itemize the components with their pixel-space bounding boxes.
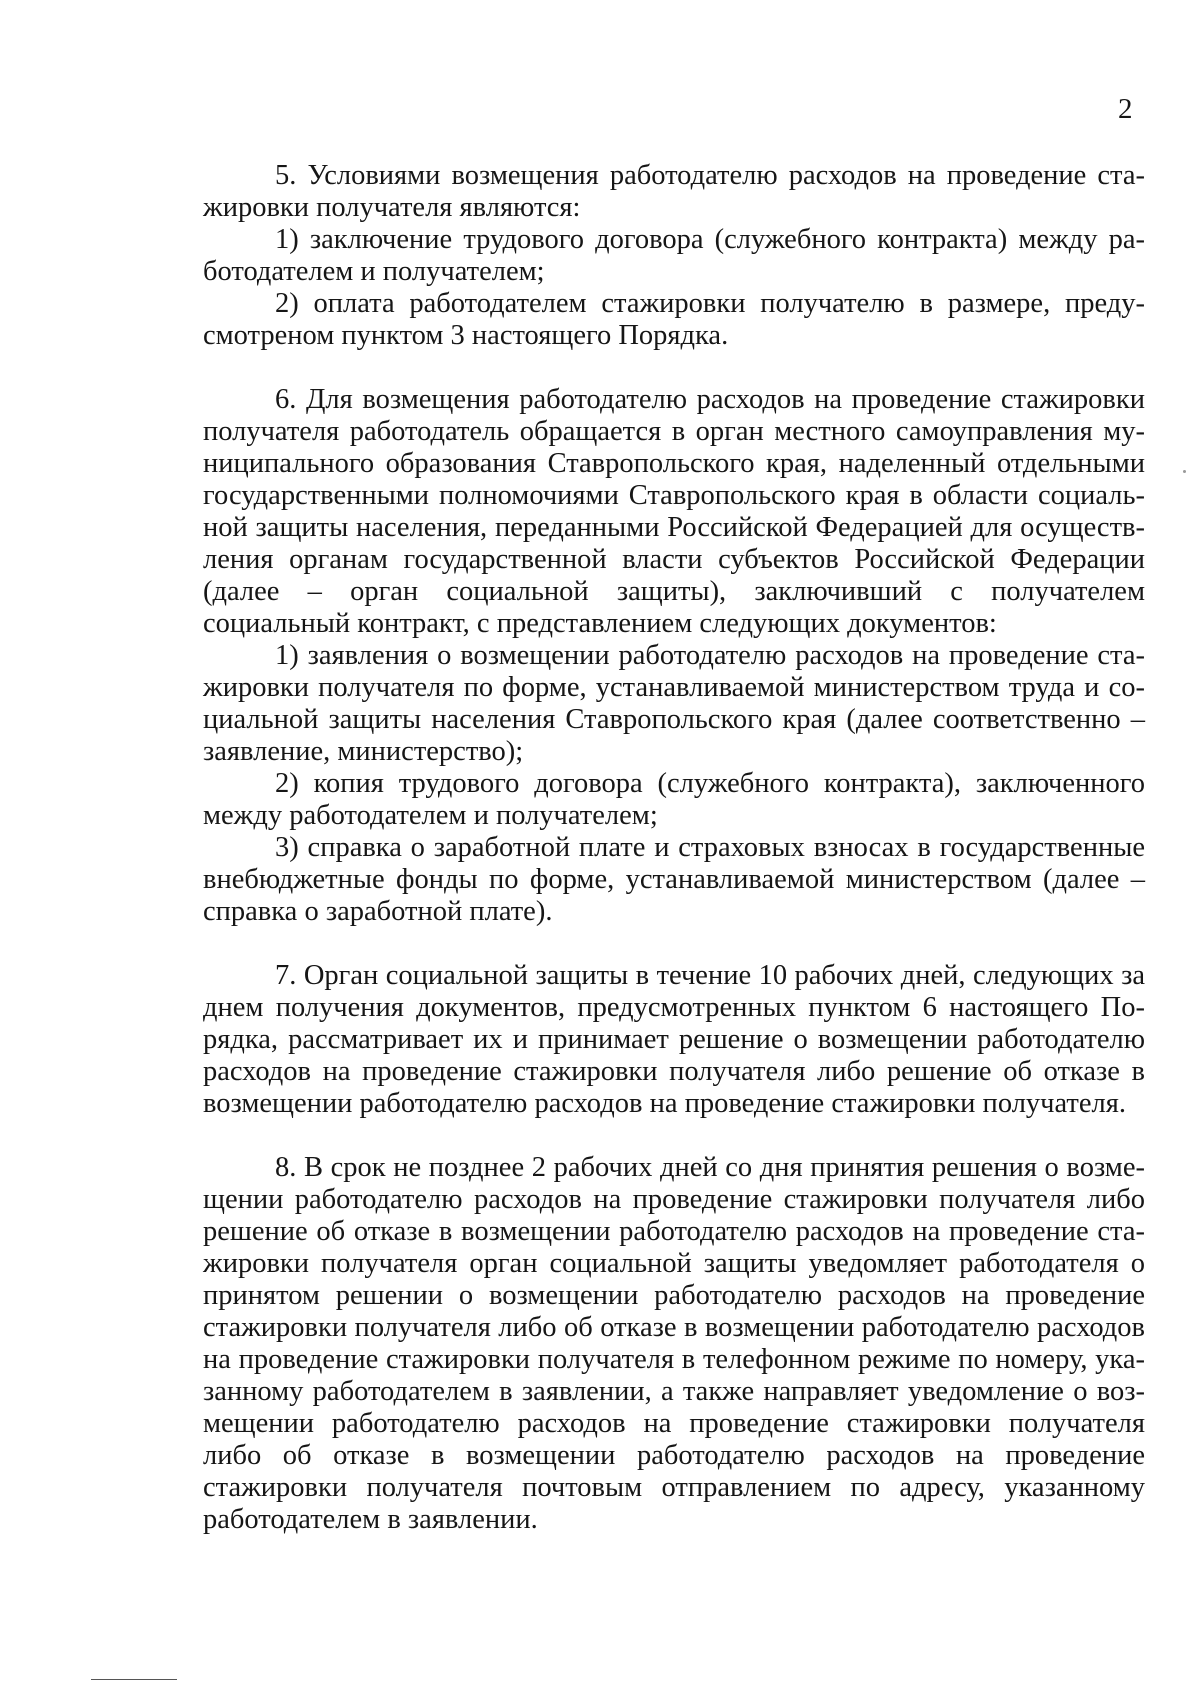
paragraph: 5. Условиями возмещения работодателю расходов на проведение стажировки получателя являются: [203,160,1145,223]
clause-5 [203,160,1145,352]
paragraph: 6. Для возмещения работодателю расходов на проведение стажировки получателя работодатель обращается в орган местного самоуправления муниципального образования Ставропольского края, наделенный отдельными государственными полномочиями Ставропольского края в области социальной защиты населения, переданными Российской Федерацией для осуществления органам государственной власти субъектов Российской Федерации (далее – орган социальной защиты), заключивший с получателем социальный контракт, с представлением следующих документов: [203,384,1145,639]
paragraph: 2) оплата работодателем стажировки получателю в размере, предусмотреном пунктом 3 настоящего Порядка. [203,288,1145,351]
clause-7 [203,960,1145,1120]
document-body [203,160,1145,1536]
page-number: 2 [1118,93,1133,125]
paragraph: 7. Орган социальной защиты в течение 10 рабочих дней, следующих за днем получения документов, предусмотренных пунктом 6 настоящего Порядка, рассматривает их и принимает решение о возмещении работодателю расходов на проведение стажировки получателя либо решение об отказе в возмещении работодателю расходов на проведение стажировки получателя. [203,960,1145,1119]
paragraph: 1) заключение трудового договора (служебного контракта) между работодателем и получателем; [203,224,1145,287]
footer-rule [91,1679,177,1680]
paragraph: 1) заявления о возмещении работодателю расходов на проведение стажировки получателя по форме, устанавливаемой министерством труда и социальной защиты населения Ставропольского края (далее соответственно – заявление, министерство); [203,640,1145,767]
paragraph: 3) справка о заработной плате и страховых взносах в государственные внебюджетные фонды по форме, устанавливаемой министерством (далее – справка о заработной плате). [203,832,1145,927]
paragraph: 8. В срок не позднее 2 рабочих дней со дня принятия решения о возмещении работодателю расходов на проведение стажировки получателя либо решение об отказе в возмещении работодателю расходов на проведение стажировки получателя орган социальной защиты уведомляет работодателя о принятом решении о возмещении работодателю расходов на проведение стажировки получателя либо об отказе в возмещении работодателю расходов на проведение стажировки получателя в телефонном режиме по номеру, указанному работодателем в заявлении, а также направляет уведомление о возмещении работодателю расходов на проведение стажировки получателя либо об отказе в возмещении работодателю расходов на проведение стажировки получателя почтовым отправлением по адресу, указанному работодателем в заявлении. [203,1152,1145,1535]
scan-speck [1183,470,1186,473]
paragraph: 2) копия трудового договора (служебного контракта), заключенного между работодателем и получателем; [203,768,1145,831]
clause-8 [203,1152,1145,1536]
clause-6 [203,384,1145,928]
